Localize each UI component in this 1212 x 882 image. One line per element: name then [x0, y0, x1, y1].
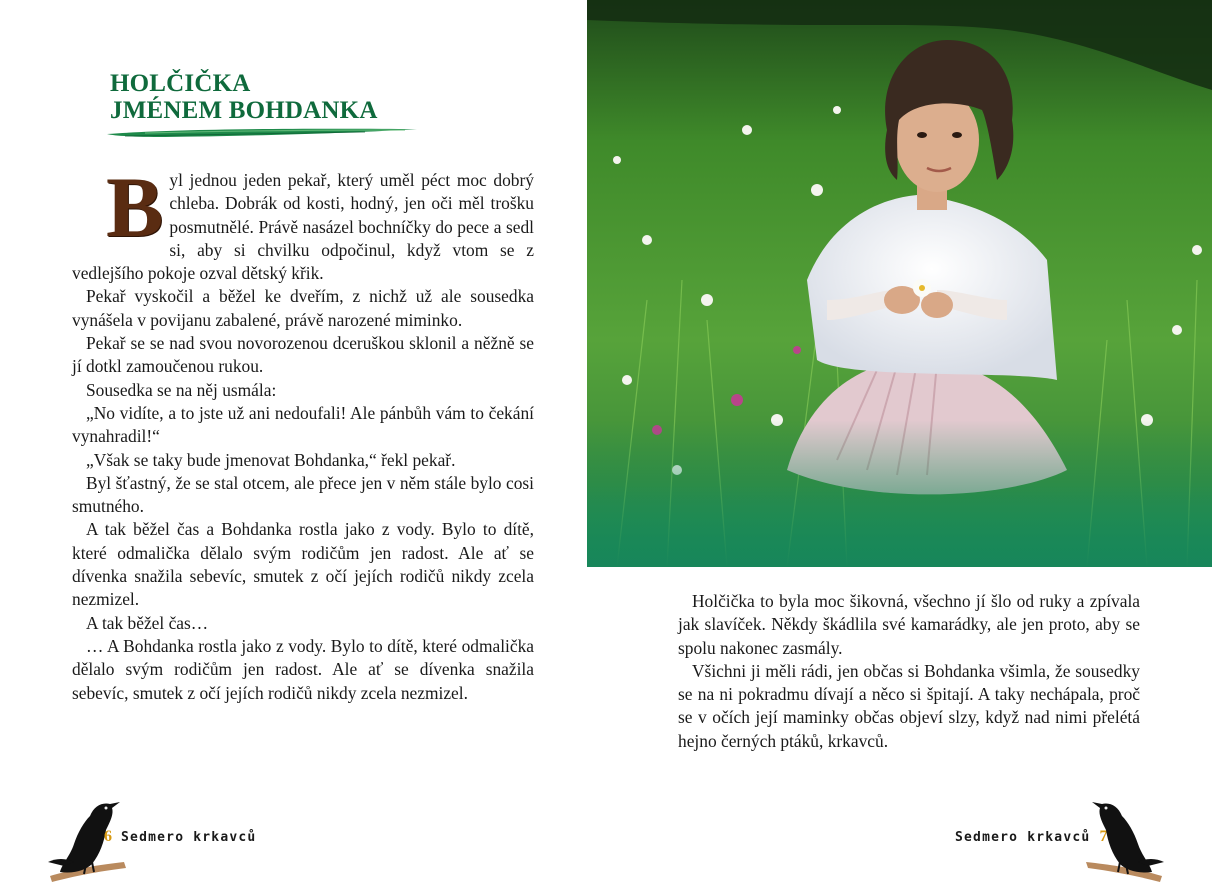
running-title-left: Sedmero krkavců [121, 830, 257, 845]
title-line-2: JMÉNEM BOHDANKA [110, 97, 378, 124]
brush-stroke-decoration [105, 124, 420, 140]
paragraph-3: Pekař se se nad svou novorozenou dceruškou sklonil a něžně se jí dotkl zamoučenou rukou. [72, 333, 534, 377]
chapter-title [110, 70, 440, 124]
right-body-text [678, 590, 1140, 753]
page-number-right: 7 [1099, 828, 1108, 845]
paragraph-4: Sousedka se na něj usmála: [86, 379, 277, 400]
paragraph-5: „No vidíte, a to jste už ani nedoufali! Ale pánbůh vám to čekání vynahradil!“ [72, 402, 534, 447]
paragraph-9: A tak běžel čas… [86, 612, 209, 633]
paragraph-2: Pekař vyskočil a běžel ke dveřím, z nichž už ale sousedka vynášela v povijanu zabalené, právě narozené miminko. [72, 286, 534, 330]
paragraph-8: A tak běžel čas a Bohdanka rostla jako z vody. Bylo to dítě, které odmalička dělalo svým rodičům jen radost. Ale ať se dívenka snažila sebevíc, smutek z očí jejích rodičů nikdy zcela nezmizel. [72, 519, 534, 610]
paragraph-10: … A Bohdanka rostla jako z vody. Bylo to dítě, které odmalička dělalo svým rodičům jen radost. Ale ať se dívenka snažila sebevíc, smutek z očí jejích rodičů nikdy zcela nezmizel. [72, 635, 534, 703]
left-body-text [72, 159, 534, 705]
raven-icon [1082, 792, 1172, 882]
page-number-left: 6 [104, 828, 112, 845]
paragraph-11: Holčička to byla moc šikovná, všechno jí šlo od ruky a zpívala jak slavíček. Někdy škádlila své kamarádky, ale jen proto, aby se spolu nakonec zasmály. [678, 591, 1140, 658]
title-line-1: HOLČIČKA [110, 70, 251, 97]
folio-left [104, 828, 256, 846]
paragraph-12: Všichni ji měli rádi, jen občas si Bohdanka všimla, že sousedky se na ni pokradmu dívají a něco si špitají. A taky nechápala, proč se v očích její maminky občas objeví slzy, když nad nimi přelétá hejno černých ptáků, krkavců. [678, 660, 1140, 751]
drop-cap: B [106, 159, 164, 255]
paragraph-6: „Však se taky bude jmenovat Bohdanka,“ řekl pekař. [86, 449, 456, 470]
paragraph-1: Byl jednou jeden pekař, který uměl péct moc dobrý chleba. Dobrák od kosti, hodný, jen oči měl trošku posmutnělé. Právě nasázel bochníčky do pece a sedl si, aby si chvilku odpočinul, když vtom se z vedlejšího pokoje ozval dětský křik. [72, 159, 534, 284]
paragraph-7: Byl šťastný, že se stal otcem, ale přece jen v něm stále bylo cosi smutného. [72, 472, 534, 517]
running-title-right: Sedmero krkavců [955, 830, 1091, 845]
girl-in-meadow-photo [587, 0, 1212, 567]
